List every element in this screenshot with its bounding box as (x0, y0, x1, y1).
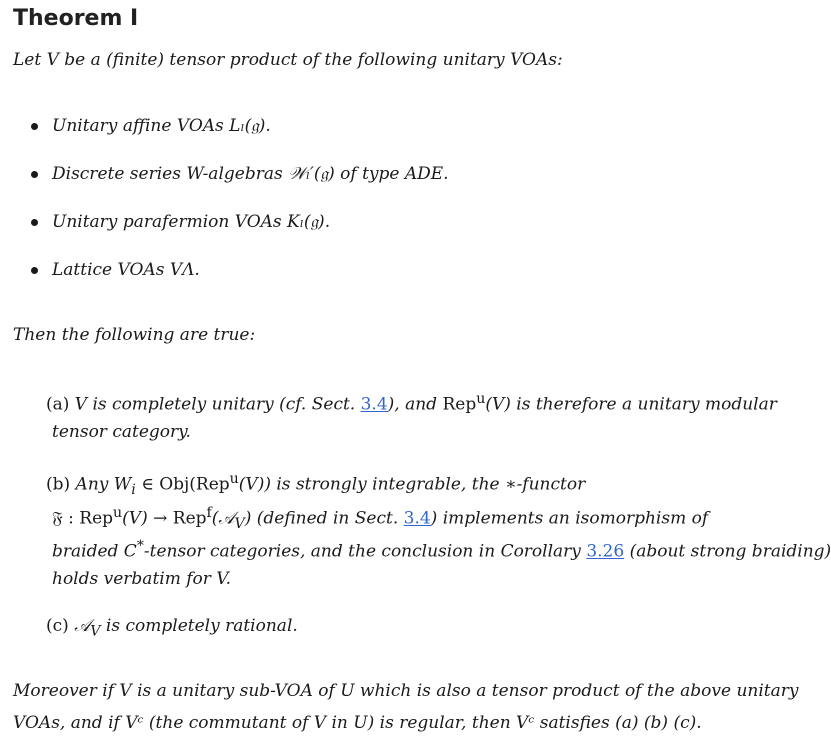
bullet-item-parafermion: Unitary parafermion VOAs Kₗ(𝔤). (52, 212, 331, 232)
moreover-line-2: VOAs, and if Vᶜ (the commutant of V in U) is regular, then Vᶜ satisfies (a) (b) (c). (13, 713, 702, 733)
sect-3-4-link[interactable]: 3.4 (360, 394, 388, 415)
item-c-line-1: (c) 𝒜$_V$ is completely rational. (46, 616, 298, 640)
bullet-dot (31, 171, 38, 178)
theorem-title: Theorem I (13, 6, 139, 31)
cor-3-26-link[interactable]: 3.26 (586, 541, 625, 562)
bullet-dot (31, 219, 38, 226)
moreover-line-1: Moreover if V is a unitary sub-VOA of U which is also a tensor product of the above unitary (13, 681, 799, 701)
bullet-item-w-algebras: Discrete series W-algebras 𝒲ₗ′(𝔤) of type ADE. (52, 164, 449, 184)
item-b-line-2: 𝔉 : Rep$^u$(V) → Rep$^f$(𝒜$_V$) (defined in Sect. 3.4) implements an isomorphism of (52, 505, 709, 533)
item-a-label: (a) (46, 394, 70, 415)
bullet-dot (31, 267, 38, 274)
item-b-line-3: braided C*-tensor categories, and the conclusion in Corollary 3.26 (about strong braiding) (52, 538, 831, 562)
item-b-line-4: holds verbatim for V. (52, 569, 231, 589)
item-b-label: (b) (46, 474, 71, 495)
intro-line: Let V be a (finite) tensor product of the following unitary VOAs: (13, 50, 563, 70)
bullet-item-affine: Unitary affine VOAs Lₗ(𝔤). (52, 116, 271, 136)
bullet-item-lattice: Lattice VOAs VΛ. (52, 260, 200, 280)
sect-3-4-link-2[interactable]: 3.4 (403, 508, 431, 529)
bullet-dot (31, 123, 38, 130)
item-b-line-1: (b) Any $W_i$ ∈ Obj(Rep$^u$(V)) is strongly integrable, the ∗-functor (46, 471, 586, 499)
item-c-label: (c) (46, 616, 69, 636)
item-a-line-1: (a) V is completely unitary (cf. Sect. 3.4), and Rep$^u$(V) is therefore a unitary modular (46, 391, 777, 415)
item-a-line-2: tensor category. (52, 422, 191, 442)
then-line: Then the following are true: (13, 325, 256, 345)
